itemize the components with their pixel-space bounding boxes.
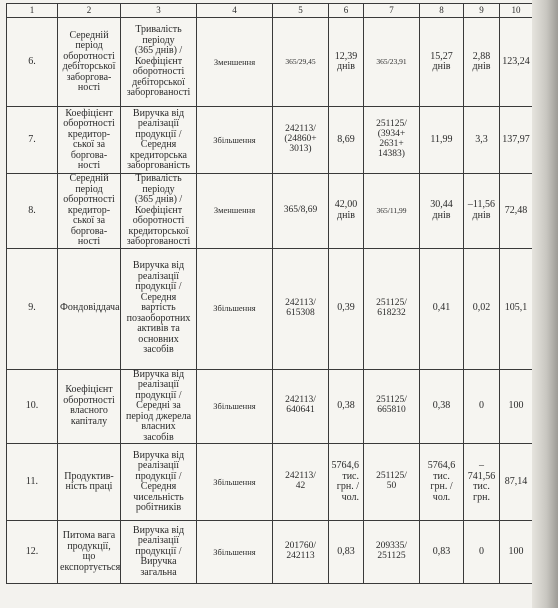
calculation-current: 251125/ (3934+ 2631+ 14383) <box>364 107 420 174</box>
value-previous: 0,39 <box>329 248 364 369</box>
page-edge-shadow <box>532 0 558 608</box>
value-current: 5764,6 тис. грн. / чол. <box>420 444 464 521</box>
row-number: 8. <box>7 174 58 249</box>
calculation-current: 365/11,99 <box>364 174 420 249</box>
calculation-previous: 365/8,69 <box>273 174 329 249</box>
table-row <box>7 174 533 249</box>
formula: Виручка від реалізації продукції / Середні за період джерела власних засобів <box>121 369 197 444</box>
row-number: 10. <box>7 369 58 444</box>
table-row <box>7 18 533 107</box>
row-number: 9. <box>7 248 58 369</box>
relative-change-percent: 87,14 <box>500 444 533 521</box>
desired-direction: Збільшення <box>197 107 273 174</box>
column-number: 2 <box>58 4 121 18</box>
column-number: 8 <box>420 4 464 18</box>
column-number: 9 <box>464 4 500 18</box>
formula: Тривалість періоду (365 днів) / Коефіцієнт оборотності кредиторської заборгованості <box>121 174 197 249</box>
formula: Виручка від реалізації продукції / Середня вартість позаоборотних активів та основних засобів <box>121 248 197 369</box>
column-number: 7 <box>364 4 420 18</box>
value-previous: 0,83 <box>329 521 364 584</box>
relative-change-percent: 137,97 <box>500 107 533 174</box>
relative-change-percent: 72,48 <box>500 174 533 249</box>
absolute-change: 3,3 <box>464 107 500 174</box>
value-previous: 12,39 днів <box>329 18 364 107</box>
value-previous: 42,00 днів <box>329 174 364 249</box>
row-number: 7. <box>7 107 58 174</box>
indicator-name: Середній період оборотності дебіторської заборгова- ності <box>58 18 121 107</box>
absolute-change: –11,56 днів <box>464 174 500 249</box>
row-number: 12. <box>7 521 58 584</box>
indicator-name: Питома вага продукції, що експортується <box>58 521 121 584</box>
absolute-change: 0 <box>464 369 500 444</box>
value-current: 0,38 <box>420 369 464 444</box>
desired-direction: Зменшення <box>197 174 273 249</box>
calculation-previous: 242113/ 42 <box>273 444 329 521</box>
financial-ratios-table <box>6 3 533 584</box>
column-number: 3 <box>121 4 197 18</box>
value-current: 11,99 <box>420 107 464 174</box>
desired-direction: Збільшення <box>197 248 273 369</box>
relative-change-percent: 105,1 <box>500 248 533 369</box>
column-number-row <box>7 4 533 18</box>
calculation-previous: 242113/ (24860+ 3013) <box>273 107 329 174</box>
indicator-name: Коефіцієнт оборотності власного капіталу <box>58 369 121 444</box>
formula: Виручка від реалізації продукції / Середня кредиторська заборгованість <box>121 107 197 174</box>
value-current: 15,27 днів <box>420 18 464 107</box>
value-current: 0,83 <box>420 521 464 584</box>
absolute-change: –741,56 тис. грн. <box>464 444 500 521</box>
column-number: 6 <box>329 4 364 18</box>
calculation-current: 209335/ 251125 <box>364 521 420 584</box>
value-current: 0,41 <box>420 248 464 369</box>
formula: Тривалість періоду (365 днів) / Коефіцієнт оборотності дебіторської заборгованості <box>121 18 197 107</box>
desired-direction: Зменшення <box>197 18 273 107</box>
calculation-previous: 365/29,45 <box>273 18 329 107</box>
formula: Виручка від реалізації продукції / Виручка загальна <box>121 521 197 584</box>
table-row <box>7 369 533 444</box>
relative-change-percent: 100 <box>500 369 533 444</box>
calculation-previous: 201760/ 242113 <box>273 521 329 584</box>
calculation-current: 365/23,91 <box>364 18 420 107</box>
calculation-current: 251125/ 618232 <box>364 248 420 369</box>
absolute-change: 2,88 днів <box>464 18 500 107</box>
formula: Виручка від реалізації продукції / Середня чисельність робітників <box>121 444 197 521</box>
value-previous: 0,38 <box>329 369 364 444</box>
calculation-current: 251125/ 50 <box>364 444 420 521</box>
row-number: 11. <box>7 444 58 521</box>
value-current: 30,44 днів <box>420 174 464 249</box>
value-previous: 8,69 <box>329 107 364 174</box>
relative-change-percent: 123,24 <box>500 18 533 107</box>
calculation-current: 251125/ 665810 <box>364 369 420 444</box>
indicator-name: Середній період оборотності кредитор- ської за боргова- ності <box>58 174 121 249</box>
desired-direction: Збільшення <box>197 521 273 584</box>
table-row <box>7 521 533 584</box>
absolute-change: 0 <box>464 521 500 584</box>
indicator-name: Продуктив- ність праці <box>58 444 121 521</box>
column-number: 10 <box>500 4 533 18</box>
column-number: 4 <box>197 4 273 18</box>
column-number: 1 <box>7 4 58 18</box>
column-number: 5 <box>273 4 329 18</box>
calculation-previous: 242113/ 615308 <box>273 248 329 369</box>
table-row <box>7 248 533 369</box>
calculation-previous: 242113/ 640641 <box>273 369 329 444</box>
table-row <box>7 107 533 174</box>
absolute-change: 0,02 <box>464 248 500 369</box>
desired-direction: Збільшення <box>197 369 273 444</box>
indicator-name: Коефіцієнт оборотності кредитор- ської за боргова- ності <box>58 107 121 174</box>
value-previous: 5764,6 тис. грн. / чол. <box>329 444 364 521</box>
indicator-name: Фондовіддача <box>58 248 121 369</box>
row-number: 6. <box>7 18 58 107</box>
desired-direction: Збільшення <box>197 444 273 521</box>
relative-change-percent: 100 <box>500 521 533 584</box>
table-row <box>7 444 533 521</box>
